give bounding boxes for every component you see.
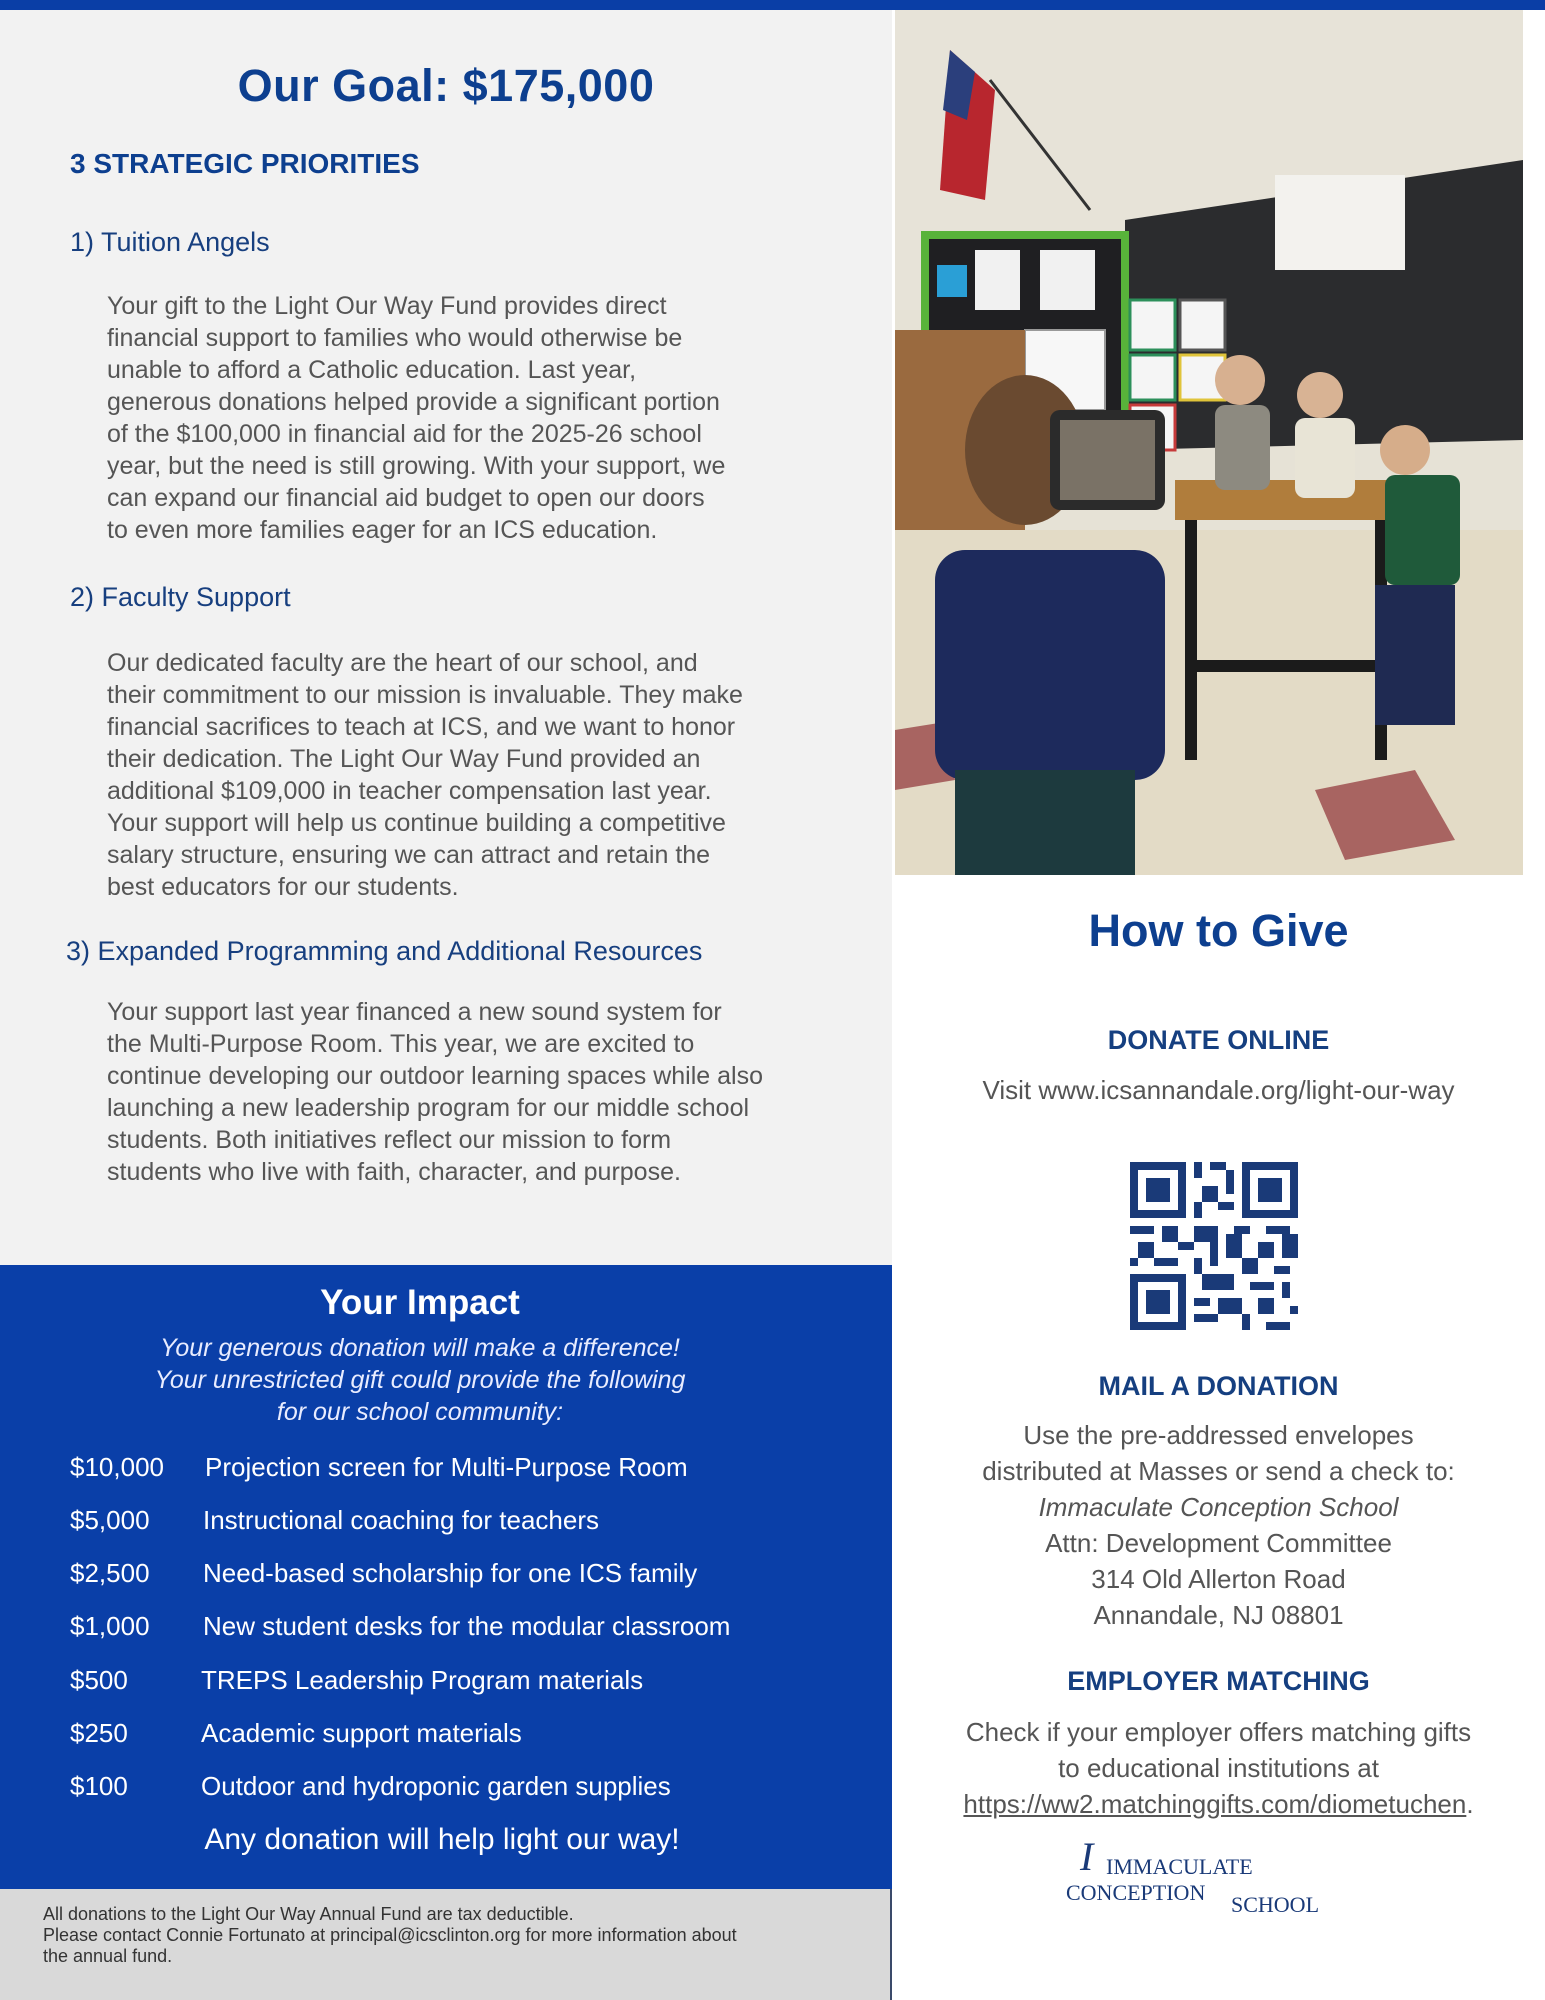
- impact-call-to-action: Any donation will help light our way!: [204, 1823, 680, 1856]
- impact-panel: [0, 1265, 892, 1889]
- mail-address-line: Attn: Development Committee: [1045, 1528, 1392, 1558]
- mail-address-line: 314 Old Allerton Road: [1091, 1564, 1346, 1594]
- priority-body-expanded-programming: [107, 996, 867, 1188]
- priority-body-tuition-angels: [107, 290, 867, 546]
- classroom-photo: [895, 10, 1523, 875]
- impact-description: Academic support materials: [201, 1718, 522, 1748]
- logo-initial-i: I: [1080, 1840, 1094, 1879]
- impact-description: Need-based scholarship for one ICS family: [203, 1558, 698, 1588]
- impact-amount: $100: [70, 1771, 128, 1801]
- body-line: their commitment to our mission is invaluable. They make: [107, 681, 743, 709]
- mail-line: distributed at Masses or send a check to:: [982, 1456, 1455, 1486]
- body-line: additional $109,000 in teacher compensation last year.: [107, 777, 712, 805]
- mail-school-name: Immaculate Conception School: [1038, 1492, 1399, 1522]
- logo-line3: SCHOOL: [1231, 1892, 1320, 1917]
- body-line: students. Both initiatives reflect our mission to form: [107, 1126, 672, 1154]
- logo-line1: IMMACULATE: [1106, 1854, 1253, 1879]
- body-line: students who live with faith, character, and purpose.: [107, 1158, 681, 1186]
- donate-online-text[interactable]: Visit www.icsannandale.org/light-our-way: [982, 1075, 1455, 1105]
- donate-online-heading: DONATE ONLINE: [1107, 1025, 1330, 1055]
- employer-line: Check if your employer offers matching gifts: [965, 1717, 1472, 1747]
- priority-heading-faculty-support: 2) Faculty Support: [70, 582, 291, 612]
- school-logo: [1066, 1840, 1366, 1920]
- mail-donation-text: [892, 1417, 1545, 1633]
- footer-line: All donations to the Light Our Way Annual Fund are tax deductible.: [43, 1904, 574, 1924]
- footer-line: Please contact Connie Fortunato at principal@icsclinton.org for more information about: [43, 1925, 737, 1945]
- matching-gifts-link[interactable]: https://ww2.matchinggifts.com/diometuchen: [963, 1789, 1467, 1819]
- body-line: Your gift to the Light Our Way Fund provides direct: [107, 292, 667, 320]
- subtitle-line: for our school community:: [276, 1398, 564, 1426]
- impact-description: Outdoor and hydroponic garden supplies: [201, 1771, 671, 1801]
- body-line: launching a new leadership program for our middle school: [107, 1094, 750, 1122]
- qr-code-icon[interactable]: [1130, 1162, 1298, 1330]
- impact-description: New student desks for the modular classroom: [203, 1611, 731, 1641]
- goal-title: Our Goal: $175,000: [237, 60, 655, 111]
- top-accent-bar: [0, 0, 1545, 10]
- body-line: the Multi-Purpose Room. This year, we are excited to: [107, 1030, 695, 1058]
- body-line: to even more families eager for an ICS education.: [107, 516, 658, 544]
- impact-amount: $2,500: [70, 1558, 150, 1588]
- priority-heading-expanded-programming: 3) Expanded Programming and Additional Resources: [66, 936, 703, 966]
- impact-amount: $10,000: [70, 1452, 164, 1482]
- logo-line2: CONCEPTION: [1066, 1880, 1206, 1905]
- mail-address-line: Annandale, NJ 08801: [1093, 1600, 1344, 1630]
- body-line: Our dedicated faculty are the heart of our school, and: [107, 649, 698, 677]
- priority-heading-tuition-angels: 1) Tuition Angels: [70, 227, 270, 257]
- link-suffix: .: [1466, 1789, 1474, 1819]
- employer-line: to educational institutions at: [1058, 1753, 1379, 1783]
- priority-body-faculty-support: [107, 647, 867, 903]
- body-line: continue developing our outdoor learning spaces while also: [107, 1062, 763, 1090]
- body-line: can expand our financial aid budget to open our doors: [107, 484, 705, 512]
- footer-line: the annual fund.: [43, 1946, 173, 1966]
- impact-amount: $500: [70, 1665, 128, 1695]
- classroom-photo-icon: [895, 10, 1523, 875]
- impact-description: Instructional coaching for teachers: [203, 1505, 599, 1535]
- body-line: Your support will help us continue building a competitive: [107, 809, 726, 837]
- subtitle-line: Your generous donation will make a difference!: [160, 1334, 680, 1362]
- impact-amount: $1,000: [70, 1611, 150, 1641]
- body-line: their dedication. The Light Our Way Fund provided an: [107, 745, 701, 773]
- mail-donation-heading: MAIL A DONATION: [1098, 1371, 1339, 1401]
- impact-subtitle: [0, 1332, 840, 1428]
- subtitle-line: Your unrestricted gift could provide the following: [154, 1366, 686, 1394]
- body-line: financial support to families who would otherwise be: [107, 324, 683, 352]
- impact-description: TREPS Leadership Program materials: [201, 1665, 644, 1695]
- body-line: Your support last year financed a new sound system for: [107, 998, 722, 1026]
- impact-amount: $250: [70, 1718, 128, 1748]
- impact-title: Your Impact: [320, 1283, 520, 1322]
- employer-matching-heading: EMPLOYER MATCHING: [1067, 1666, 1370, 1696]
- impact-description: Projection screen for Multi-Purpose Room: [205, 1452, 688, 1482]
- body-line: of the $100,000 in financial aid for the 2025-26 school: [107, 420, 702, 448]
- tax-footer: [0, 1889, 892, 2000]
- impact-amount: $5,000: [70, 1505, 150, 1535]
- how-to-give-title: How to Give: [1088, 905, 1349, 956]
- body-line: unable to afford a Catholic education. Last year,: [107, 356, 637, 384]
- body-line: year, but the need is still growing. With your support, we: [107, 452, 726, 480]
- body-line: salary structure, ensuring we can attract and retain the: [107, 841, 711, 869]
- mail-line: Use the pre-addressed envelopes: [1023, 1420, 1414, 1450]
- body-line: generous donations helped provide a significant portion: [107, 388, 720, 416]
- body-line: best educators for our students.: [107, 873, 459, 901]
- employer-matching-text: [892, 1714, 1545, 1822]
- footer-text: [43, 1904, 737, 1967]
- priorities-heading: 3 STRATEGIC PRIORITIES: [70, 148, 420, 179]
- body-line: financial sacrifices to teach at ICS, and we want to honor: [107, 713, 736, 741]
